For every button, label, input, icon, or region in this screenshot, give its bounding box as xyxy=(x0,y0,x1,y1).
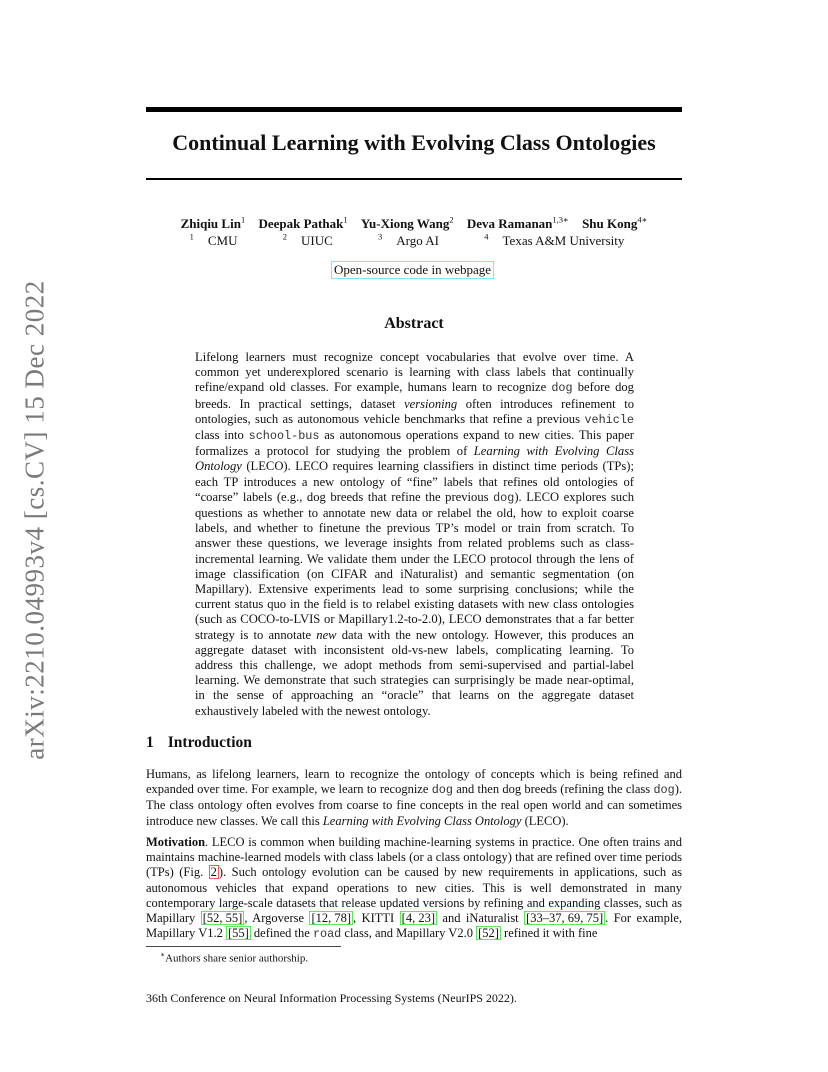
arxiv-id: arXiv:2210.04993v4 [cs.CV] 15 Dec 2022 xyxy=(19,280,50,760)
motivation-paragraph: Motivation. LECO is common when building machine-learning systems in practice. One often trains and maintains machine-learned models with class labels (or a class ontology) that are refined over time periods (TPs) (Fig. 2 ). Such ontology evolution can be caused by new requirements in applications, such as autonomous vehicles that expand operations to new cities. This is well demonstrated in many contemporary large-scale datasets that release updated versions by refining and expanding classes, such as Mapillary [52, 55] , Argoverse [12, 78] , KITTI [4, 23] and iNaturalist [33–37, 69, 75] . For example, Mapillary V1.2 [55] defined the road class, and Mapillary V2.0 [52] refined it with fine xyxy=(146,835,682,942)
abstract-body: Lifelong learners must recognize concept vocabularies that evolve over time. A common yet underexplored scenario is learning with class labels that continually refine/expand old classes. For example, humans learn to recognize dog before dog breeds. In practical settings, dataset versioning often introduces refinement to ontologies, such as autonomous vehicle benchmarks that refine a previous vehicle class into school-bus as autonomous operations expand to new cities. This paper formalizes a protocol for studying the problem of Learning with Evolving Class Ontology (LECO). LECO requires learning classifiers in distinct time periods (TPs); each TP introduces a new ontology of “fine” labels that refines old ontologies of “coarse” labels (e.g., dog breeds that refine the previous dog). LECO explores such questions as whether to annotate new data or relabel the old, how to exploit coarse labels, and whether to finetune the previous TP’s model or train from scratch. To answer these questions, we leverage insights from related problems such as class-incremental learning. We validate them under the LECO protocol through the lens of image classification (on CIFAR and iNaturalist) and semantic segmentation (on Mapillary). Extensive experiments lead to some surprising conclusions; while the current status quo in the field is to relabel existing datasets with new class ontologies (such as COCO-to-LVIS or Mapillary1.2-to-2.0), LECO demonstrates that a far better strategy is to annotate new data with the new ontology. However, this produces an aggregate dataset with inconsistent old-vs-new labels, complicating learning. To address this challenge, we adopt methods from semi-supervised and partial-label learning. We demonstrate that such strategies can surprisingly be made near-optimal, in the sense of approaching an “oracle” that learns on the aggregate dataset exhaustively labeled with the newest ontology. xyxy=(195,350,634,718)
author: Deepak Pathak$^1$ xyxy=(258,215,348,232)
author: Yu-Xiong Wang$^2$ xyxy=(360,215,454,232)
intro-paragraph: Humans, as lifelong learners, learn to recognize the ontology of concepts which is being refined and expanded over time. For example, we learn to recognize dog and then dog breeds (refining the class dog). The class ontology often evolves from coarse to fine concepts in the real open world and can sometimes introduce new classes. We call this Learning with Evolving Class Ontology (LECO). xyxy=(146,767,682,828)
citation-link[interactable]: [33–37, 69, 75] xyxy=(526,911,604,926)
author: Deva Ramanan$^{1,3∗}$ xyxy=(466,215,569,232)
affiliation: $^1$ CMU xyxy=(189,232,238,249)
affiliation: $^3$ Argo AI xyxy=(378,232,440,249)
figure-ref-link[interactable]: 2 xyxy=(210,865,217,880)
conference-note: 36th Conference on Neural Information Processing Systems (NeurIPS 2022). xyxy=(146,991,517,1005)
citation-link[interactable]: [52] xyxy=(478,926,499,941)
paper-title: Continual Learning with Evolving Class Ontologies xyxy=(172,130,656,155)
footnote-rule xyxy=(146,946,341,947)
section-heading-introduction: 1 Introduction xyxy=(146,734,252,751)
footnote: ∗Authors share senior authorship. xyxy=(160,950,309,965)
citation-link[interactable]: [4, 23] xyxy=(401,911,435,926)
title-rule-top xyxy=(146,107,682,112)
affiliation: $^2$ UIUC xyxy=(282,232,333,249)
title-rule-bottom xyxy=(146,178,682,180)
author-list xyxy=(146,215,682,232)
arxiv-sidebar-stamp xyxy=(12,280,58,760)
citation-link[interactable]: [55] xyxy=(227,926,249,941)
code-link[interactable]: Open-source code in webpage xyxy=(331,261,494,279)
abstract-heading: Abstract xyxy=(384,315,444,332)
affiliation: $^4$ Texas A&M University xyxy=(484,232,625,249)
citation-link[interactable]: [12, 78] xyxy=(311,911,352,926)
author: Zhiqiu Lin$^1$ xyxy=(180,215,246,232)
author: Shu Kong$^{4∗}$ xyxy=(582,215,648,232)
affiliation-list xyxy=(146,232,682,249)
citation-link[interactable]: [52, 55] xyxy=(202,911,243,926)
